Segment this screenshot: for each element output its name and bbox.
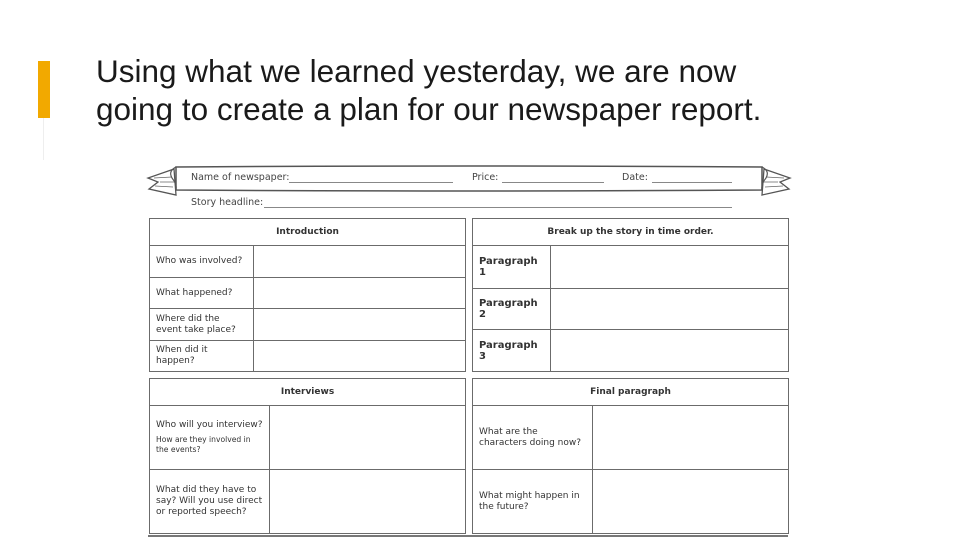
price-line bbox=[502, 182, 604, 183]
answer-what-say[interactable] bbox=[270, 470, 466, 534]
introduction-table bbox=[149, 218, 466, 372]
slide-title-line-2: going to create a plan for our newspaper report. bbox=[96, 91, 762, 127]
date-line bbox=[652, 182, 732, 183]
question-characters-now: What are the characters doing now? bbox=[473, 406, 593, 470]
date-label: Date: bbox=[622, 172, 648, 183]
introduction-header: Introduction bbox=[150, 219, 466, 246]
question-who-interview-text: Who will you interview? bbox=[156, 420, 263, 430]
slide-title bbox=[96, 52, 916, 128]
answer-when[interactable] bbox=[254, 341, 466, 372]
final-paragraph-table bbox=[472, 378, 789, 534]
newspaper-name-line bbox=[289, 182, 453, 183]
accent-bar bbox=[38, 61, 50, 118]
bottom-rule bbox=[148, 535, 788, 537]
question-where: Where did the event take place? bbox=[150, 309, 254, 341]
paragraph-3-answer[interactable] bbox=[551, 330, 789, 372]
story-headline-line bbox=[264, 207, 732, 208]
answer-characters-now[interactable] bbox=[593, 406, 789, 470]
paragraph-2-label: Paragraph 2 bbox=[473, 289, 551, 330]
question-who-interview-subtext: How are they involved in the events? bbox=[156, 435, 251, 454]
time-order-table bbox=[472, 218, 789, 372]
final-paragraph-header: Final paragraph bbox=[473, 379, 789, 406]
paragraph-1-label: Paragraph 1 bbox=[473, 246, 551, 289]
paragraph-2-answer[interactable] bbox=[551, 289, 789, 330]
question-what-say: What did they have to say? Will you use direct or reported speech? bbox=[150, 470, 270, 534]
newspaper-plan-worksheet bbox=[146, 163, 792, 540]
accent-divider bbox=[43, 118, 44, 160]
paragraph-3-label: Paragraph 3 bbox=[473, 330, 551, 372]
answer-who-interview[interactable] bbox=[270, 406, 466, 470]
price-label: Price: bbox=[472, 172, 499, 183]
question-who-interview bbox=[150, 406, 270, 470]
question-future: What might happen in the future? bbox=[473, 470, 593, 534]
paragraph-1-answer[interactable] bbox=[551, 246, 789, 289]
answer-future[interactable] bbox=[593, 470, 789, 534]
story-headline-label: Story headline: bbox=[191, 197, 264, 208]
answer-what-happened[interactable] bbox=[254, 278, 466, 309]
question-who-involved: Who was involved? bbox=[150, 246, 254, 278]
newspaper-name-label: Name of newspaper: bbox=[191, 172, 290, 183]
slide-title-line-1: Using what we learned yesterday, we are now bbox=[96, 53, 737, 89]
time-order-header: Break up the story in time order. bbox=[473, 219, 789, 246]
interviews-table bbox=[149, 378, 466, 534]
question-when: When did it happen? bbox=[150, 341, 254, 372]
question-what-happened: What happened? bbox=[150, 278, 254, 309]
answer-who-involved[interactable] bbox=[254, 246, 466, 278]
interviews-header: Interviews bbox=[150, 379, 466, 406]
answer-where[interactable] bbox=[254, 309, 466, 341]
